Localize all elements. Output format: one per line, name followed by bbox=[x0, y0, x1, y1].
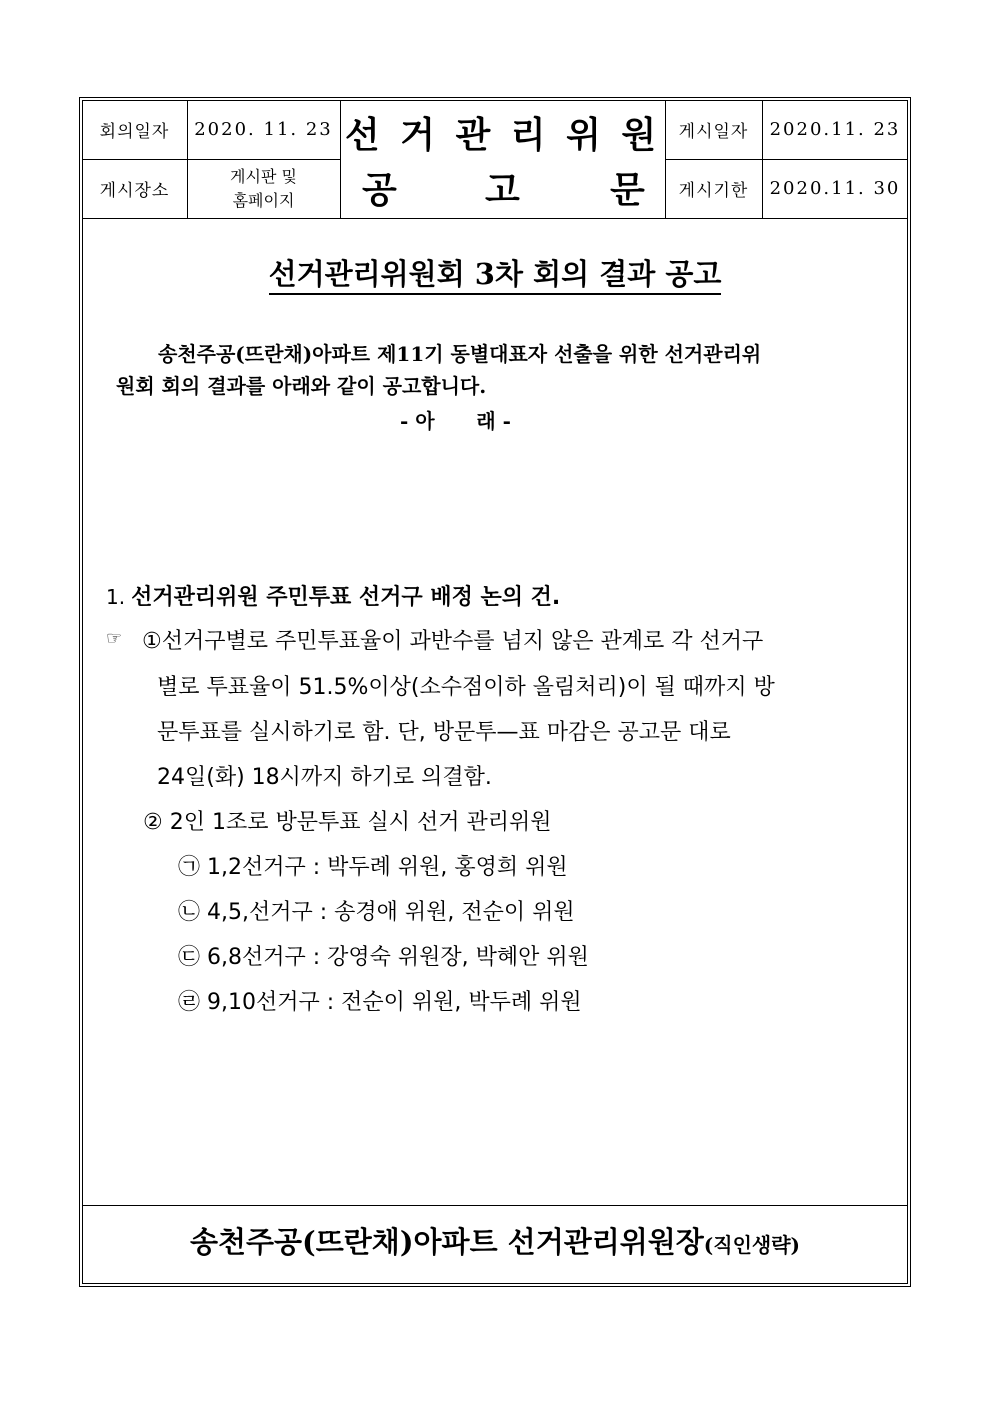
document-title bbox=[82, 252, 908, 293]
below-marker: - 아 래 - bbox=[400, 409, 511, 433]
paragraph-2: ② 2인 1조로 방문투표 실시 선거 관리위원 bbox=[143, 810, 552, 835]
meeting-date-label: 회의일자 bbox=[99, 122, 170, 142]
post-date-label: 게시일자 bbox=[678, 122, 749, 142]
title-char-gong: 공 bbox=[362, 169, 397, 211]
section-1-number: 1. bbox=[106, 585, 126, 609]
location-line-2: 홈페이지 bbox=[232, 190, 295, 210]
footer-divider bbox=[82, 1205, 908, 1206]
paragraph-1-line-1: ①선거구별로 주민투표율이 과반수를 넘지 않은 관계로 각 선거구 bbox=[142, 629, 764, 654]
location-label: 게시장소 bbox=[99, 181, 170, 201]
paragraph-1-line-4: 24일(화) 18시까지 하기로 의결함. bbox=[157, 765, 492, 790]
list-item: ㉢ 6,8선거구 : 강영숙 위원장, 박혜안 위원 bbox=[178, 945, 589, 970]
paragraph-1-line-3: 문투표를 실시하기로 함. 단, 방문투—표 마감은 공고문 대로 bbox=[157, 720, 731, 745]
signer-name: 송천주공(뜨란채)아파트 선거관리위원장 bbox=[190, 1225, 704, 1259]
paragraph-1-line-2: 별로 투표율이 51.5%이상(소수점이하 올림처리)이 될 때까지 방 bbox=[157, 675, 775, 700]
list-item: ㉡ 4,5,선거구 : 송경애 위원, 전순이 위원 bbox=[178, 900, 575, 925]
deadline-value: 2020.11. 30 bbox=[769, 178, 901, 199]
intro-line-2: 원회 회의 결과를 아래와 같이 공고합니다. bbox=[116, 374, 487, 398]
section-1-title: 선거관리위원 주민투표 선거구 배정 논의 건. bbox=[131, 585, 561, 610]
document-title-text: 선거관리위원회 3차 회의 결과 공고 bbox=[269, 257, 722, 295]
footer-signature bbox=[82, 1220, 908, 1261]
intro-line-1: 송천주공(뜨란채)아파트 제11기 동별대표자 선출을 위한 선거관리위 bbox=[158, 342, 762, 366]
section-1-heading bbox=[106, 580, 560, 611]
location-value bbox=[187, 159, 340, 218]
notice-title-line-2 bbox=[340, 162, 665, 214]
list-item: ㉠ 1,2선거구 : 박두례 위원, 홍영희 위원 bbox=[178, 855, 568, 880]
location-line-1: 게시판 및 bbox=[230, 166, 297, 186]
deadline-label: 게시기한 bbox=[678, 181, 749, 201]
header-table bbox=[82, 100, 908, 219]
intro-paragraph bbox=[116, 338, 876, 402]
title-char-mun: 문 bbox=[610, 169, 645, 211]
title-char-go: 고 bbox=[485, 169, 520, 211]
post-date-value: 2020.11. 23 bbox=[769, 119, 901, 140]
notice-title-line-1: 선 거 관 리 위 원 bbox=[344, 113, 661, 156]
meeting-date-value: 2020. 11. 23 bbox=[194, 119, 333, 140]
list-item: ㉣ 9,10선거구 : 전순이 위원, 박두례 위원 bbox=[178, 990, 582, 1015]
pointing-hand-icon: ☞ bbox=[106, 628, 123, 649]
seal-note: (직인생략) bbox=[703, 1233, 800, 1257]
